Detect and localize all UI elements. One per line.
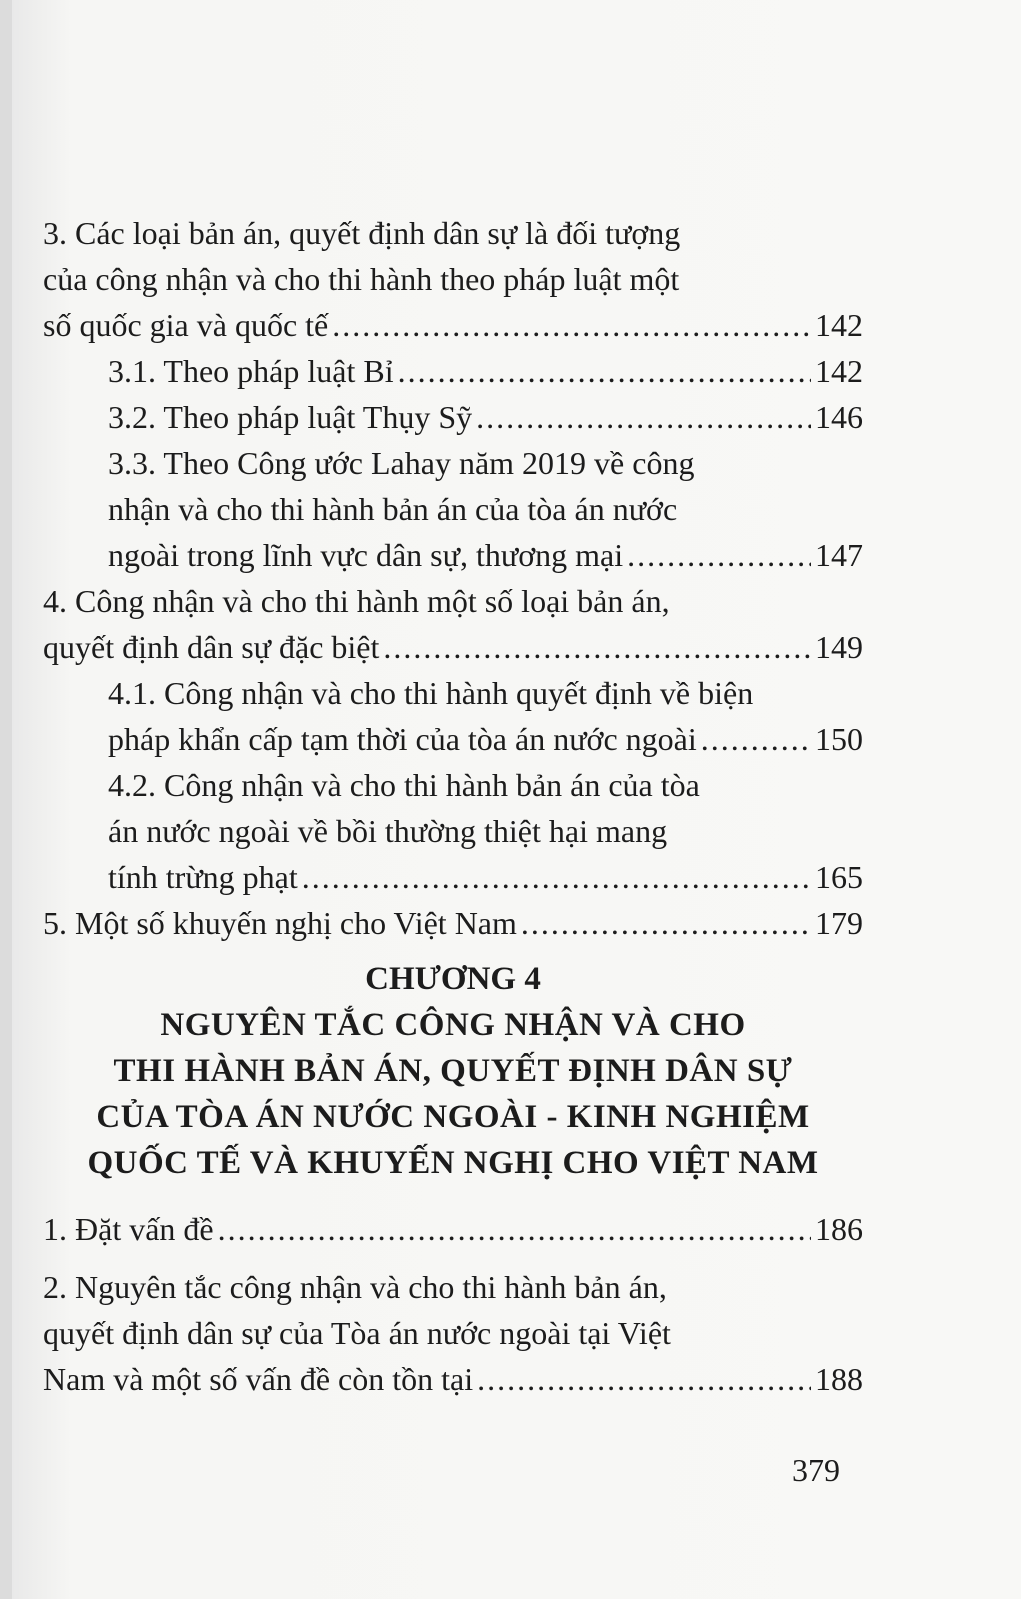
toc-entry — [43, 762, 863, 900]
dot-leader — [302, 854, 811, 900]
toc-entry-text: 3.3. Theo Công ước Lahay năm 2019 về công — [108, 445, 695, 481]
chapter-title-line: CỦA TÒA ÁN NƯỚC NGOÀI - KINH NGHIỆM — [96, 1099, 810, 1135]
dot-leader — [701, 716, 811, 762]
dot-leader — [398, 348, 811, 394]
toc-section-before — [43, 210, 863, 946]
toc-entry-text: 2. Nguyên tắc công nhận và cho thi hành bản án, — [43, 1269, 667, 1305]
toc-page-number: 165 — [815, 859, 863, 895]
toc-entry — [43, 578, 863, 670]
table-of-contents — [43, 210, 863, 1402]
toc-entry-text: pháp khẩn cấp tạm thời của tòa án nước ngoài — [108, 721, 697, 757]
toc-entry-text: số quốc gia và quốc tế — [43, 307, 329, 343]
toc-entry-text: 4.1. Công nhận và cho thi hành quyết định về biện — [108, 675, 754, 711]
toc-entry-text: quyết định dân sự của Tòa án nước ngoài tại Việt — [43, 1315, 671, 1351]
chapter-title-line: THI HÀNH BẢN ÁN, QUYẾT ĐỊNH DÂN SỰ — [113, 1053, 793, 1089]
dot-leader — [476, 394, 811, 440]
toc-entry-text: 3. Các loại bản án, quyết định dân sự là đối tượng — [43, 215, 681, 251]
toc-entry — [43, 348, 863, 394]
toc-entry-text: 3.2. Theo pháp luật Thụy Sỹ — [108, 399, 473, 435]
dot-leader — [521, 900, 811, 946]
chapter-heading — [43, 956, 863, 1186]
toc-entry-text: 4. Công nhận và cho thi hành một số loại bản án, — [43, 583, 670, 619]
toc-entry-text: của công nhận và cho thi hành theo pháp luật một — [43, 261, 680, 297]
toc-entry — [43, 670, 863, 762]
toc-entry-text: 4.2. Công nhận và cho thi hành bản án của tòa — [108, 767, 700, 803]
toc-entry — [43, 1206, 863, 1252]
toc-entry-text: 3.1. Theo pháp luật Bỉ — [108, 353, 394, 389]
book-page — [12, 0, 1021, 1599]
toc-entry-text: ngoài trong lĩnh vực dân sự, thương mại — [108, 537, 624, 573]
toc-entry — [43, 440, 863, 578]
toc-section-after — [43, 1206, 863, 1402]
toc-entry-text: 1. Đặt vấn đề — [43, 1211, 214, 1247]
dot-leader — [218, 1206, 811, 1252]
toc-page-number: 142 — [815, 307, 863, 343]
dot-leader — [383, 624, 811, 670]
chapter-label: CHƯƠNG 4 — [365, 961, 541, 997]
toc-entry-text: tính trừng phạt — [108, 859, 298, 895]
toc-page-number: 186 — [815, 1211, 863, 1247]
toc-entry-text: nhận và cho thi hành bản án của tòa án nước — [108, 491, 678, 527]
chapter-title-line: NGUYÊN TẮC CÔNG NHẬN VÀ CHO — [160, 1007, 746, 1043]
chapter-title-line: QUỐC TẾ VÀ KHUYẾN NGHỊ CHO VIỆT NAM — [87, 1145, 819, 1181]
toc-entry — [43, 1264, 863, 1402]
toc-page-number: 146 — [815, 399, 863, 435]
toc-entry — [43, 210, 863, 348]
toc-entry-text: 5. Một số khuyến nghị cho Việt Nam — [43, 905, 517, 941]
toc-entry — [43, 900, 863, 946]
toc-page-number: 150 — [815, 721, 863, 757]
toc-page-number: 142 — [815, 353, 863, 389]
toc-page-number: 179 — [815, 905, 863, 941]
dot-leader — [477, 1356, 811, 1402]
toc-entry — [43, 394, 863, 440]
toc-page-number: 149 — [815, 629, 863, 665]
toc-entry-text: Nam và một số vấn đề còn tồn tại — [43, 1361, 474, 1397]
toc-page-number: 188 — [815, 1361, 863, 1397]
page-number: 379 — [792, 1452, 840, 1488]
dot-leader — [332, 302, 811, 348]
toc-page-number: 147 — [815, 537, 863, 573]
toc-entry-text: án nước ngoài về bồi thường thiệt hại mang — [108, 813, 668, 849]
dot-leader — [627, 532, 811, 578]
toc-entry-text: quyết định dân sự đặc biệt — [43, 629, 380, 665]
